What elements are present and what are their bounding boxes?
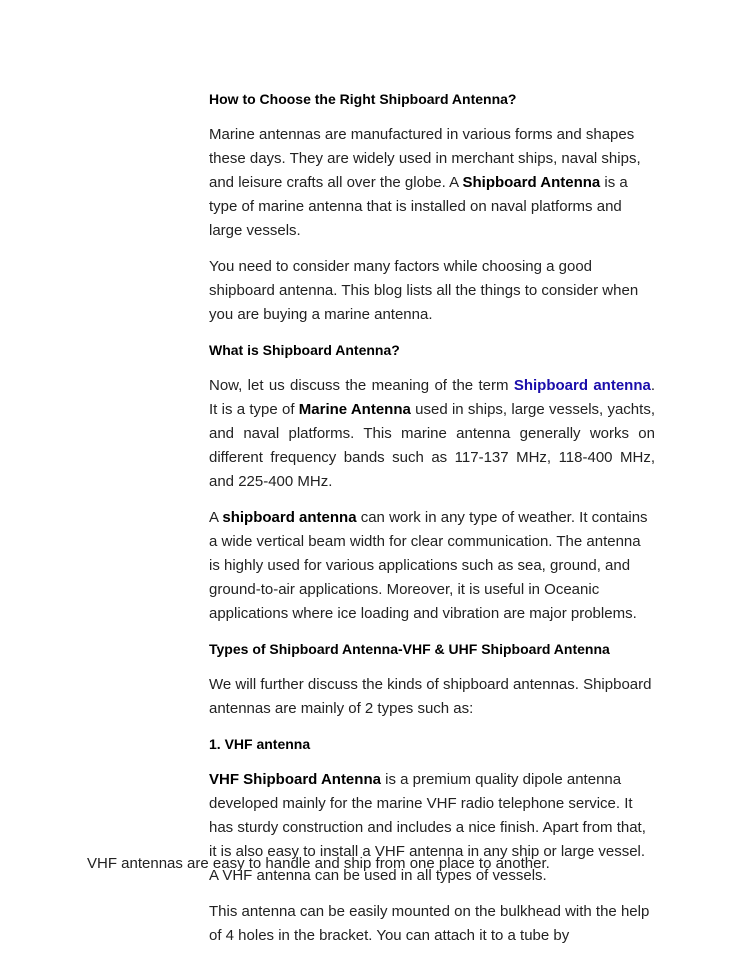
vhf-text-b: is a premium quality dipole antenna developed mainly for the marine VHF radio telephone service. It has sturdy construction and includes a nice finish. Apart from that, it is also easy to install a VHF antenna in any ship or large vessel. A VHF antenna can be used in all types of vessels.	[209, 771, 646, 884]
paragraph-weather	[209, 506, 655, 626]
meaning-text-a: Now, let us discuss the meaning of the term	[209, 377, 514, 394]
weather-text-c: can work in any type of weather. It contains a wide vertical beam width for clear communication. The antenna is highly used for various applications such as sea, ground, and ground-to-air applications. Moreover, it is useful in Oceanic applications where ice loading and vibration are major problems.	[209, 509, 648, 622]
paragraph-meaning	[209, 374, 655, 494]
overlay-caption: VHF antennas are easy to handle and ship from one place to another.	[87, 855, 550, 872]
heading-vhf-antenna: 1. VHF antenna	[209, 736, 311, 752]
paragraph-factors: You need to consider many factors while choosing a good shipboard antenna. This blog lists all the things to consider when you are buying a marine antenna.	[209, 258, 639, 323]
paragraph-intro	[209, 123, 655, 243]
meaning-text-d: used in ships, large vessels, yachts, and naval platforms. This marine antenna generally works on different frequency bands such as 117-137 MHz, 118-400 MHz, and 225-400 MHz.	[209, 401, 655, 490]
weather-text-a: A	[209, 509, 223, 526]
article-body	[209, 88, 655, 960]
paragraph-mounting: This antenna can be easily mounted on the bulkhead with the help of 4 holes in the bracket. You can attach it to a tube by	[209, 903, 650, 944]
intro-text-c: is a type of marine antenna that is installed on naval platforms and large vessels.	[209, 174, 628, 239]
paragraph-kinds: We will further discuss the kinds of shipboard antennas. Shipboard antennas are mainly of 2 types such as:	[209, 676, 652, 717]
vhf-bold-title: VHF Shipboard Antenna	[209, 771, 381, 788]
meaning-text-b: . It is a type of	[209, 377, 656, 418]
heading-types: Types of Shipboard Antenna-VHF & UHF Shipboard Antenna	[209, 641, 610, 657]
intro-text-a: Marine antennas are manufactured in various forms and shapes these days. They are widely used in merchant ships, naval ships, and leisure crafts all over the globe. A	[209, 126, 641, 191]
intro-bold-shipboard-antenna: Shipboard Antenna	[462, 174, 601, 191]
heading-what-is: What is Shipboard Antenna?	[209, 342, 400, 358]
weather-bold-shipboard-antenna: shipboard antenna	[222, 509, 357, 526]
meaning-bold-marine-antenna: Marine Antenna	[298, 401, 411, 418]
heading-choose-antenna: How to Choose the Right Shipboard Antenna?	[209, 91, 517, 107]
shipboard-antenna-link[interactable]: Shipboard antenna	[513, 377, 651, 394]
